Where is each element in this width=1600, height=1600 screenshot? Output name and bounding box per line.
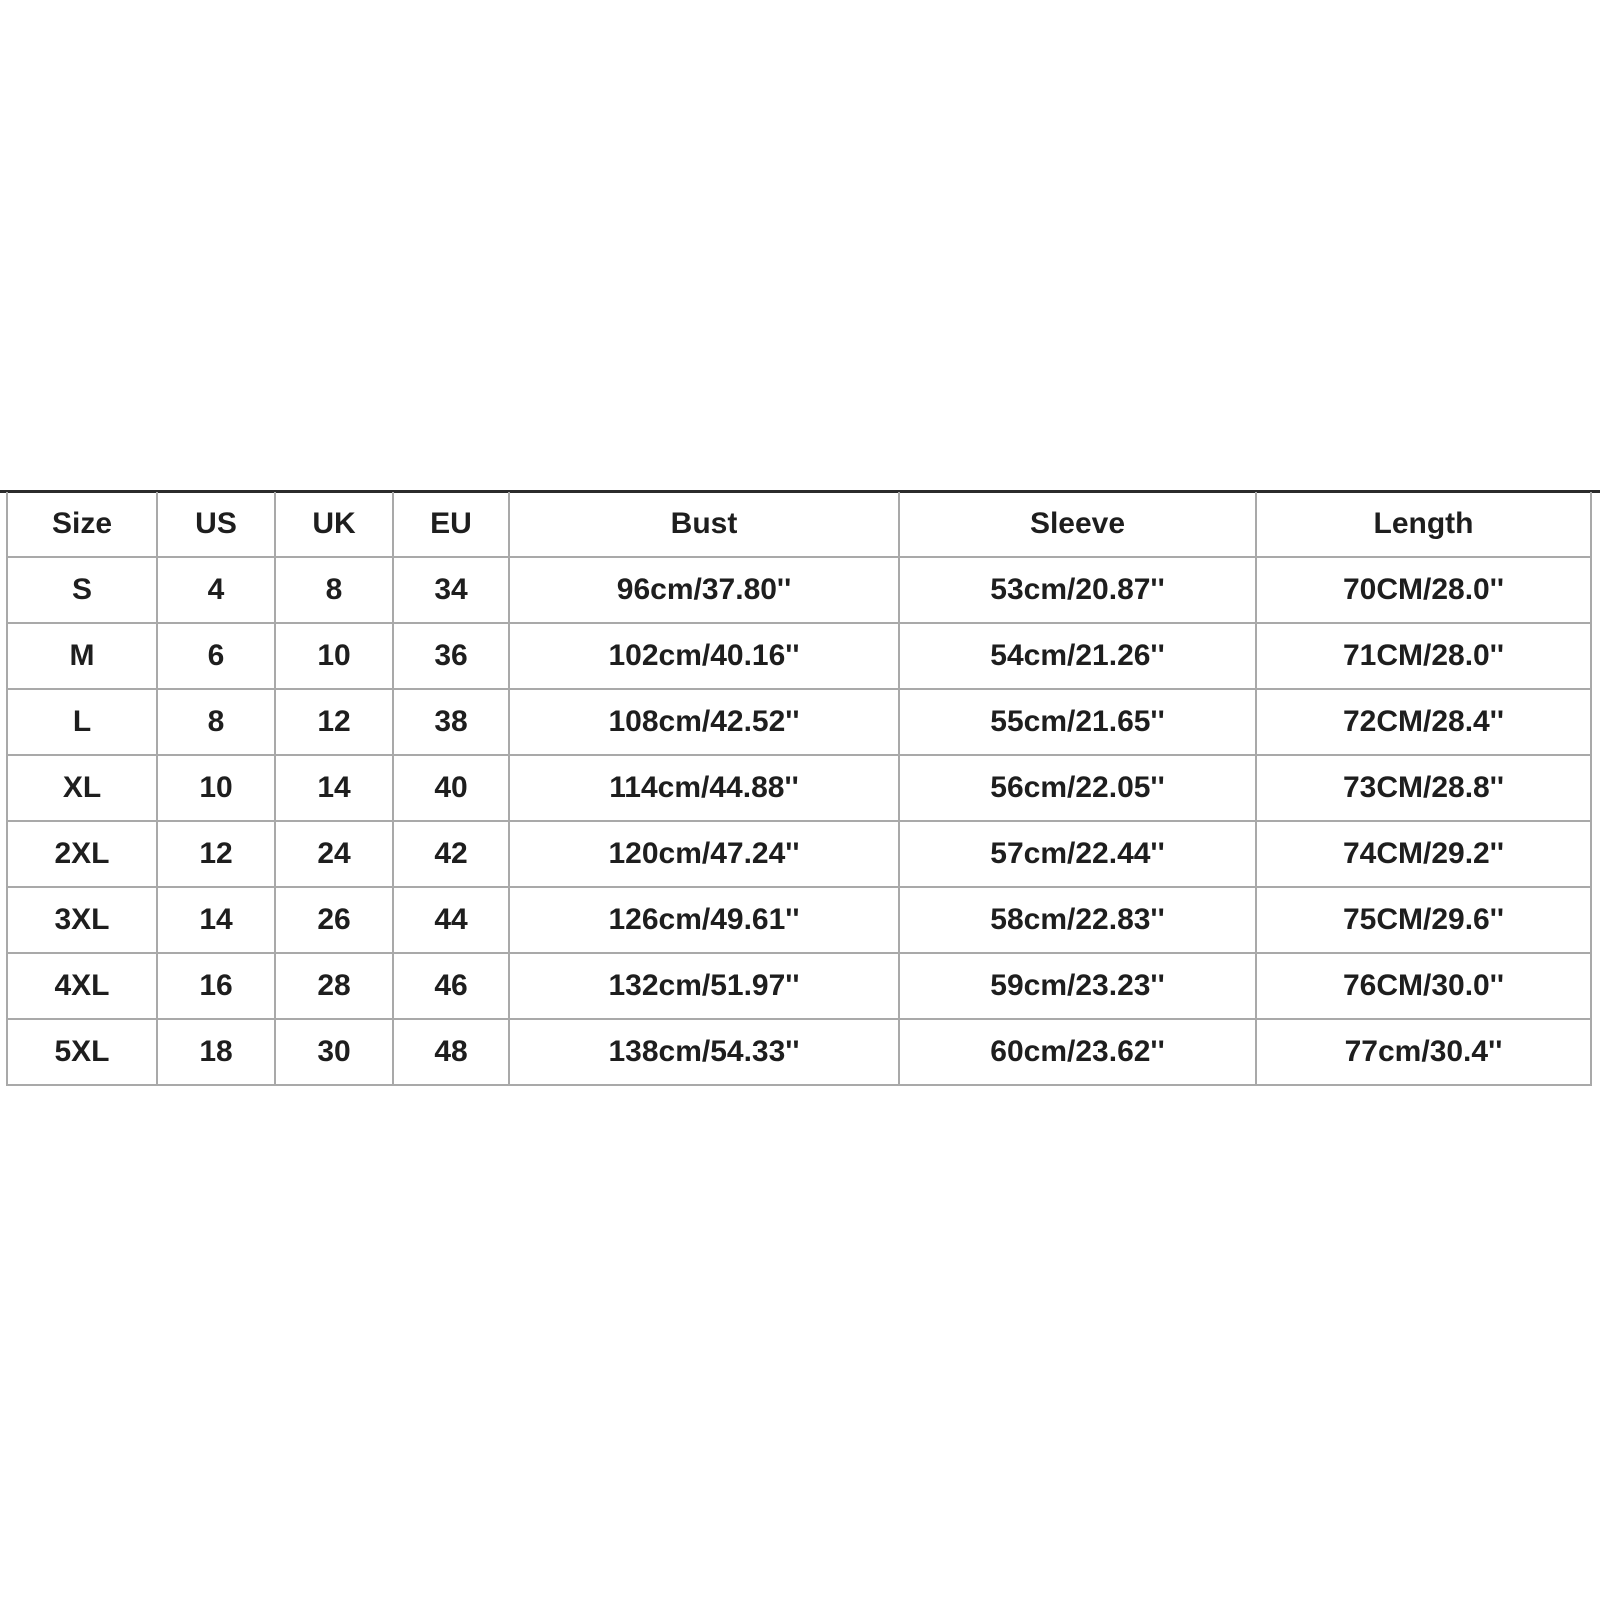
- table-row: [7, 887, 1591, 953]
- table-row: [7, 821, 1591, 887]
- cell-bust: 96cm/37.80'': [509, 557, 899, 623]
- header-us: US: [157, 492, 275, 557]
- cell-eu: 38: [393, 689, 509, 755]
- cell-us: 10: [157, 755, 275, 821]
- header-length: Length: [1256, 492, 1591, 557]
- cell-size: L: [7, 689, 157, 755]
- cell-size: S: [7, 557, 157, 623]
- cell-length: 76CM/30.0'': [1256, 953, 1591, 1019]
- header-size: Size: [7, 492, 157, 557]
- table-row: [7, 755, 1591, 821]
- cell-length: 71CM/28.0'': [1256, 623, 1591, 689]
- cell-us: 18: [157, 1019, 275, 1085]
- cell-eu: 34: [393, 557, 509, 623]
- cell-sleeve: 53cm/20.87'': [899, 557, 1256, 623]
- header-uk: UK: [275, 492, 393, 557]
- cell-length: 77cm/30.4'': [1256, 1019, 1591, 1085]
- cell-us: 16: [157, 953, 275, 1019]
- cell-sleeve: 56cm/22.05'': [899, 755, 1256, 821]
- cell-length: 72CM/28.4'': [1256, 689, 1591, 755]
- cell-us: 6: [157, 623, 275, 689]
- cell-length: 75CM/29.6'': [1256, 887, 1591, 953]
- cell-uk: 26: [275, 887, 393, 953]
- cell-eu: 36: [393, 623, 509, 689]
- table-row: [7, 689, 1591, 755]
- cell-bust: 120cm/47.24'': [509, 821, 899, 887]
- cell-sleeve: 54cm/21.26'': [899, 623, 1256, 689]
- table-row: [7, 623, 1591, 689]
- cell-sleeve: 60cm/23.62'': [899, 1019, 1256, 1085]
- table-row: [7, 953, 1591, 1019]
- cell-eu: 44: [393, 887, 509, 953]
- cell-us: 4: [157, 557, 275, 623]
- cell-eu: 40: [393, 755, 509, 821]
- cell-us: 14: [157, 887, 275, 953]
- cell-uk: 14: [275, 755, 393, 821]
- header-bust: Bust: [509, 492, 899, 557]
- cell-eu: 42: [393, 821, 509, 887]
- cell-sleeve: 57cm/22.44'': [899, 821, 1256, 887]
- cell-size: XL: [7, 755, 157, 821]
- header-row: [7, 492, 1591, 557]
- table-body: [7, 557, 1591, 1085]
- table-row: [7, 557, 1591, 623]
- cell-length: 73CM/28.8'': [1256, 755, 1591, 821]
- cell-us: 12: [157, 821, 275, 887]
- cell-bust: 108cm/42.52'': [509, 689, 899, 755]
- cell-size: 5XL: [7, 1019, 157, 1085]
- table-row: [7, 1019, 1591, 1085]
- cell-length: 70CM/28.0'': [1256, 557, 1591, 623]
- cell-bust: 102cm/40.16'': [509, 623, 899, 689]
- cell-bust: 126cm/49.61'': [509, 887, 899, 953]
- cell-bust: 138cm/54.33'': [509, 1019, 899, 1085]
- cell-uk: 10: [275, 623, 393, 689]
- cell-uk: 30: [275, 1019, 393, 1085]
- cell-size: 4XL: [7, 953, 157, 1019]
- cell-eu: 48: [393, 1019, 509, 1085]
- cell-bust: 114cm/44.88'': [509, 755, 899, 821]
- cell-uk: 28: [275, 953, 393, 1019]
- cell-size: M: [7, 623, 157, 689]
- cell-size: 3XL: [7, 887, 157, 953]
- size-chart-table: [6, 492, 1592, 1086]
- header-eu: EU: [393, 492, 509, 557]
- cell-bust: 132cm/51.97'': [509, 953, 899, 1019]
- header-sleeve: Sleeve: [899, 492, 1256, 557]
- cell-uk: 8: [275, 557, 393, 623]
- cell-us: 8: [157, 689, 275, 755]
- cell-length: 74CM/29.2'': [1256, 821, 1591, 887]
- cell-uk: 12: [275, 689, 393, 755]
- cell-uk: 24: [275, 821, 393, 887]
- cell-sleeve: 55cm/21.65'': [899, 689, 1256, 755]
- cell-eu: 46: [393, 953, 509, 1019]
- cell-sleeve: 58cm/22.83'': [899, 887, 1256, 953]
- cell-size: 2XL: [7, 821, 157, 887]
- table-header: [7, 492, 1591, 557]
- cell-sleeve: 59cm/23.23'': [899, 953, 1256, 1019]
